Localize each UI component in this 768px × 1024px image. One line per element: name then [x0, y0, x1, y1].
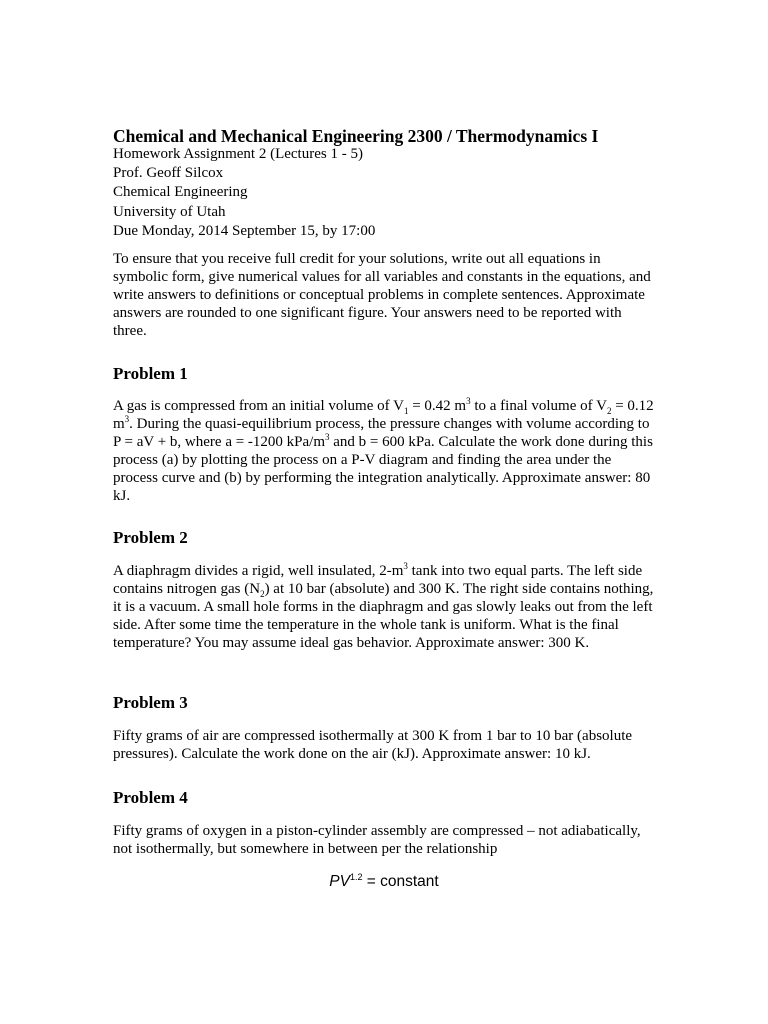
due-date-line: Due Monday, 2014 September 15, by 17:00 — [113, 222, 376, 239]
problem-4-heading: Problem 4 — [113, 788, 188, 807]
document-title: Chemical and Mechanical Engineering 2300 / Thermodynamics I — [113, 126, 599, 146]
problem-2-text: A diaphragm divides a rigid, well insulated, $2-m^3$ tank into two equal parts. The left side contains nitrogen gas $(N_2)$ at 10 bar (absolute) and 300 K. The right side contains nothing, it is a vacuum. A small hole forms in the diaphragm and gas slowly leaks out from the left side. After some time the temperature in the whole tank is uniform. What is the final temperature? You may assume ideal gas behavior. Approximate answer: 300 K. — [113, 561, 654, 651]
problem-2-heading: Problem 2 — [113, 528, 188, 547]
professor-line: Prof. Geoff Silcox — [113, 165, 224, 182]
university-line: University of Utah — [113, 203, 226, 220]
problem-3-text: Fifty grams of air are compressed isothermally at 300 K from 1 bar to 10 bar (absolute pressures). Calculate the work done on the air (kJ). Approximate answer: 10 kJ. — [113, 728, 633, 762]
problem-3-heading: Problem 3 — [113, 693, 188, 712]
problem-1-heading: Problem 1 — [113, 364, 188, 383]
department-line: Chemical Engineering — [113, 184, 248, 201]
problem-1-text: A gas is compressed from an initial volume of $V_1 = 0.42$ $m^3$ to a final volume of $V_2 = 0.12$ $m^3$. During the quasi-equilibrium process, the pressure changes with volume according to P = aV + b, where a = -1200 kPa/$m^3$ and b = 600 kPa. Calculate the work done during this process (a) by plotting the process on a P-V diagram and finding the area under the process curve and (b) by performing the integration analytically. Approximate answer: 80 kJ. — [113, 396, 654, 504]
equation-pv-constant: $PV^{1.2}$ = constant — [329, 871, 439, 890]
assignment-line: Homework Assignment 2 (Lectures 1 - 5) — [113, 146, 363, 162]
header-meta — [113, 145, 658, 241]
instructions-paragraph: To ensure that you receive full credit for your solutions, write out all equations in symbolic form, give numerical values for all variables and constants in the equations, and write answers to definitions or conceptual problems in complete sentences. Approximate answers are rounded to one significant figure. Your answers need to be reported with three. — [113, 251, 651, 339]
problem-4-text: Fifty grams of oxygen in a piston-cylinder assembly are compressed – not adiabatically, not isothermally, but somewhere in between per the relationship — [113, 823, 641, 857]
